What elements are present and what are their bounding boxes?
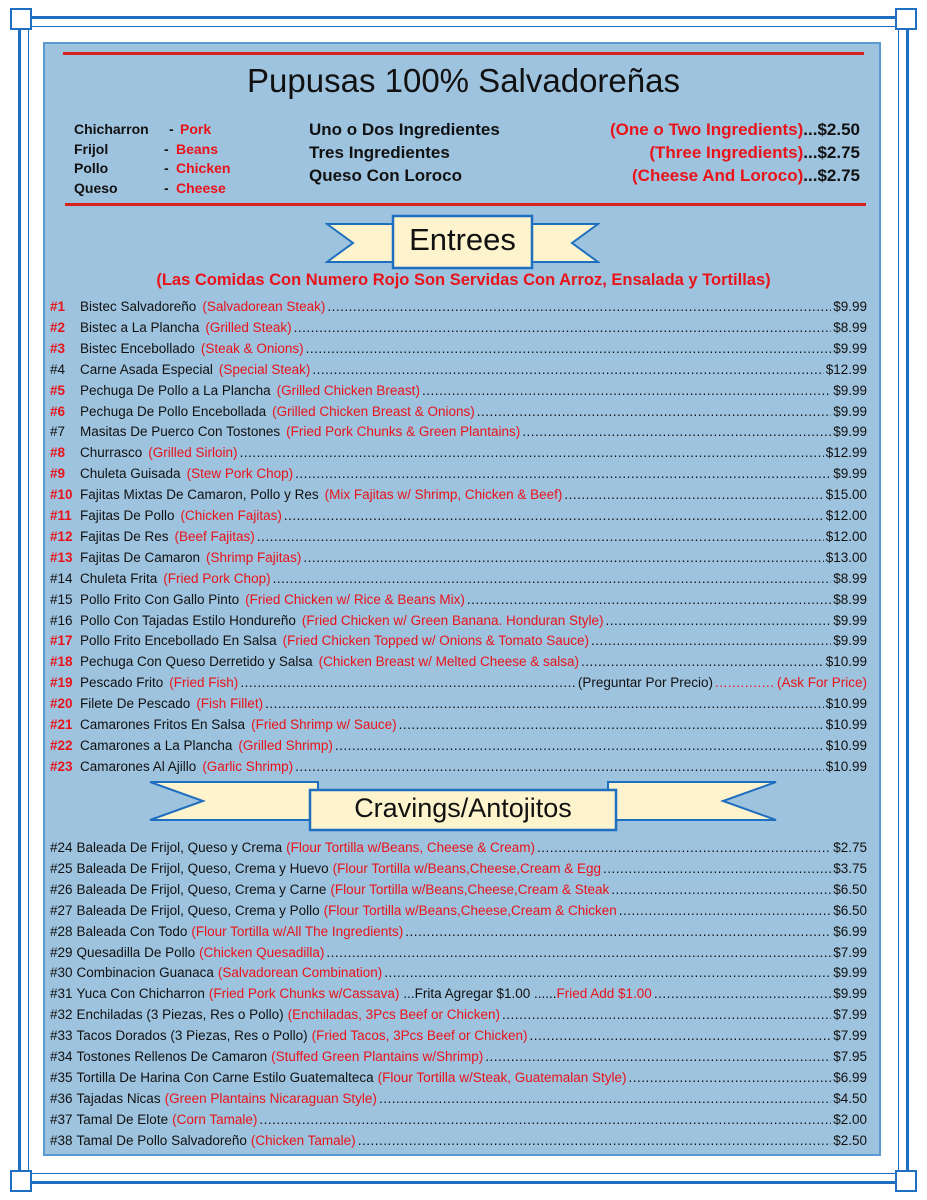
dot-leader <box>384 965 831 980</box>
pupusa-price-group <box>632 166 860 186</box>
item-english: (Fried Shrimp w/ Sauce) <box>251 717 397 732</box>
menu-item-row <box>50 320 867 340</box>
item-name: Baleada De Frijol, Queso y Crema <box>76 840 283 855</box>
item-name: Fajitas Mixtas De Camaron, Pollo y Res <box>80 487 319 503</box>
item-price: $9.99 <box>833 633 867 649</box>
item-english: (Beef Fajitas) <box>174 528 255 544</box>
item-name: Tortilla De Harina Con Carne Estilo Guatemalteca <box>76 1069 374 1085</box>
item-number: #33 <box>50 1028 73 1044</box>
item-price: $10.99 <box>825 717 867 732</box>
item-name: Combinacion Guanaca <box>76 965 214 981</box>
item-price: $2.00 <box>833 1111 867 1127</box>
item-english: (Corn Tamale) <box>172 1111 258 1127</box>
entrees-note: (Las Comidas Con Numero Rojo Son Servidas Con Arroz, Ensalada y Tortillas) <box>156 271 771 289</box>
item-english: (Flour Tortilla w/Beans,Cheese,Cream & Chicken <box>323 902 617 918</box>
item-number: #27 <box>50 902 73 918</box>
item-english: (Fried Fish) <box>169 675 239 691</box>
item-price: $9.99 <box>833 340 867 356</box>
menu-item-row <box>50 299 867 319</box>
menu-item-row <box>50 383 867 403</box>
item-number: #11 <box>50 508 72 523</box>
pupusa-price-row <box>309 120 860 142</box>
item-name: Tamal De Pollo Salvadoreño <box>76 1132 247 1148</box>
item-number: #8 <box>50 445 66 461</box>
pupusa-option-english: (One o Two Ingredients) <box>609 120 804 139</box>
item-note-english: Fried Add $1.00 <box>556 986 652 1002</box>
item-number: #6 <box>50 403 66 419</box>
item-number: #13 <box>50 549 73 565</box>
item-name: Pollo Con Tajadas Estilo Hondureño <box>80 612 296 628</box>
item-name: Churrasco <box>80 445 143 461</box>
item-name: Baleada De Frijol, Queso, Crema y Huevo <box>76 860 329 876</box>
item-english: (Chicken Breast w/ Melted Cheese & salsa) <box>318 654 579 670</box>
menu-item-row <box>50 466 867 486</box>
item-english: (Flour Tortilla w/Steak, Guatemalan Style) <box>377 1069 627 1085</box>
dot-leader <box>485 1049 831 1064</box>
dot-leader <box>611 882 831 897</box>
item-number: #1 <box>50 299 66 314</box>
menu-item-row <box>50 424 867 444</box>
dot-leader <box>240 675 576 690</box>
item-name: Chuleta Frita <box>80 570 158 586</box>
item-english: (Fish Fillet) <box>196 696 264 712</box>
item-name: Masitas De Puerco Con Tostones <box>80 424 281 440</box>
item-number: #17 <box>50 633 73 649</box>
dot-leader <box>303 550 823 565</box>
item-name: Baleada De Frijol, Queso, Crema y Carne <box>76 881 327 897</box>
cravings-heading: Cravings/Antojitos <box>354 793 572 823</box>
item-name: Camarones a La Plancha <box>80 737 233 753</box>
item-price: $12.99 <box>825 445 867 461</box>
item-english: (Fried Chicken Topped w/ Onions & Tomato Sauce) <box>282 633 590 649</box>
menu-item-row <box>50 1133 867 1153</box>
dot-leader <box>603 861 831 876</box>
menu-item-row <box>50 341 867 361</box>
pupusa-price: $2.50 <box>817 120 860 139</box>
item-name: Tajadas Nicas <box>76 1090 161 1106</box>
dot-leader <box>240 445 824 460</box>
dot-leader <box>564 487 823 502</box>
item-price: $8.99 <box>833 591 867 607</box>
item-price: $6.50 <box>833 881 867 897</box>
item-english: (Flour Tortilla w/Beans, Cheese & Cream) <box>286 840 535 855</box>
menu-item-row <box>50 840 867 860</box>
item-name: Tostones Rellenos De Camaron <box>76 1049 268 1064</box>
item-name: Bistec Salvadoreño <box>80 299 197 314</box>
item-price: $15.00 <box>825 487 867 503</box>
item-name: Pechuga De Pollo Encebollada <box>80 403 267 419</box>
dot-leader <box>312 362 823 377</box>
dot-leader <box>265 696 824 711</box>
corner-ornament <box>895 1170 917 1192</box>
menu-item-row <box>50 362 867 382</box>
item-name: Carne Asada Especial <box>80 361 213 377</box>
item-english: (Fried Pork Chop) <box>163 570 271 586</box>
item-english: (Enchiladas, 3Pcs Beef or Chicken) <box>287 1007 500 1023</box>
item-price: $9.99 <box>833 466 867 482</box>
item-number: #19 <box>50 675 73 691</box>
menu-item-row <box>50 717 867 737</box>
item-number: #2 <box>50 319 66 335</box>
ingredient-dash: - <box>164 179 169 196</box>
pupusa-option: Uno o Dos Ingredientes <box>309 120 500 139</box>
item-english: (Chicken Fajitas) <box>180 508 282 523</box>
item-price: $4.50 <box>833 1090 867 1106</box>
item-price: $12.00 <box>825 508 867 523</box>
menu-item-row <box>50 696 867 716</box>
item-price: $7.99 <box>833 1007 867 1023</box>
item-english: (Mix Fajitas w/ Shrimp, Chicken & Beef) <box>324 487 563 503</box>
item-name: Bistec Encebollado <box>80 340 195 356</box>
dot-leader <box>422 383 831 398</box>
item-name: Filete De Pescado <box>80 696 191 712</box>
dot-leader: ... <box>803 166 818 185</box>
item-english: (Chicken Tamale) <box>250 1132 356 1148</box>
menu-item-row <box>50 1091 867 1111</box>
dot-leader <box>581 654 824 669</box>
item-name: Pollo Frito Encebollado En Salsa <box>80 633 277 649</box>
item-price: $2.50 <box>833 1132 867 1148</box>
menu-item-row <box>50 529 867 549</box>
item-name: Tamal De Elote <box>76 1111 169 1127</box>
menu-item-row <box>50 1007 867 1027</box>
menu-item-row <box>50 571 867 591</box>
item-english: (Grilled Chicken Breast & Onions) <box>272 403 475 419</box>
dot-leader <box>502 1007 831 1022</box>
item-english: (Fried Pork Chunks & Green Plantains) <box>286 424 521 440</box>
dot-leader <box>399 717 824 732</box>
item-name: Camarones Al Ajillo <box>80 758 197 774</box>
item-english: (Chicken Quesadilla) <box>199 944 325 960</box>
dot-leader <box>327 299 831 314</box>
dot-leader <box>529 1028 831 1043</box>
item-number: #23 <box>50 758 73 774</box>
item-number: #32 <box>50 1007 73 1023</box>
dot-leader <box>477 404 831 419</box>
pupusa-price: $2.75 <box>817 143 860 162</box>
ingredient-spanish: Frijol <box>74 140 109 157</box>
menu-item-row <box>50 654 867 674</box>
item-price: $9.99 <box>833 986 867 1002</box>
item-price: $8.99 <box>833 319 867 335</box>
item-number: #10 <box>50 487 73 503</box>
pupusa-option-english: (Cheese And Loroco) <box>632 166 804 185</box>
item-name: Quesadilla De Pollo <box>76 944 196 960</box>
top-divider <box>63 52 864 55</box>
dot-leader <box>335 738 824 753</box>
item-number: #31 <box>50 986 73 1002</box>
item-english: (Salvadorean Steak) <box>202 299 326 314</box>
dot-leader <box>379 1091 831 1106</box>
item-price: $9.99 <box>833 403 867 419</box>
item-name: Tacos Dorados (3 Piezas, Res o Pollo) <box>76 1028 308 1044</box>
item-number: #20 <box>50 696 73 712</box>
item-price: $10.99 <box>825 696 867 712</box>
menu-item-row <box>50 487 867 507</box>
item-english: (Fried Chicken w/ Rice & Beans Mix) <box>245 591 465 607</box>
dot-leader <box>284 508 824 523</box>
menu-item-row <box>50 861 867 881</box>
menu-item-row <box>50 508 867 528</box>
item-price: $3.75 <box>833 860 867 876</box>
dot-leader <box>537 840 831 855</box>
item-name: Fajitas De Pollo <box>80 508 175 523</box>
item-name: Fajitas De Res <box>80 528 169 544</box>
item-english: (Grilled Chicken Breast) <box>276 382 420 398</box>
item-price: $7.99 <box>833 1028 867 1044</box>
item-number: #28 <box>50 923 73 939</box>
menu-item-row <box>50 1112 867 1132</box>
item-english: (Stuffed Green Plantains w/Shrimp) <box>271 1049 484 1064</box>
pupusa-option: Tres Ingredientes <box>309 143 450 162</box>
item-english: (Green Plantains Nicaraguan Style) <box>164 1090 377 1106</box>
dot-leader <box>522 424 831 439</box>
ingredient-spanish: Chicharron <box>74 121 149 137</box>
item-number: #7 <box>50 424 66 440</box>
item-english: (Grilled Shrimp) <box>238 737 333 753</box>
dot-leader <box>591 633 831 648</box>
item-number: #26 <box>50 881 73 897</box>
dot-leader <box>654 986 831 1001</box>
item-name: Chuleta Guisada <box>80 466 181 482</box>
item-english: (Stew Pork Chop) <box>186 466 294 482</box>
menu-item-row <box>50 1070 867 1090</box>
menu-item-row <box>50 882 867 902</box>
pupusa-price: $2.75 <box>817 166 860 185</box>
item-english: (Steak & Onions) <box>200 340 304 356</box>
item-price: $7.99 <box>833 944 867 960</box>
page-title: Pupusas 100% Salvadoreñas <box>247 62 680 99</box>
menu-item-row <box>50 738 867 758</box>
header-divider <box>65 203 866 206</box>
item-number: #25 <box>50 860 73 876</box>
dot-leader <box>629 1070 832 1085</box>
item-number: #16 <box>50 612 73 628</box>
menu-item-row <box>50 592 867 612</box>
menu-item-row <box>50 550 867 570</box>
item-number: #3 <box>50 340 66 356</box>
item-price: $9.99 <box>833 382 867 398</box>
item-number: #37 <box>50 1111 73 1127</box>
item-name: Yuca Con Chicharron <box>76 986 205 1002</box>
menu-item-row <box>50 986 867 1006</box>
dot-leader: ... <box>803 143 818 162</box>
ingredient-spanish: Pollo <box>74 160 109 176</box>
ingredient-dash: - <box>164 160 169 176</box>
ingredient-english: Chicken <box>176 160 231 176</box>
item-number: #24 <box>50 840 73 855</box>
ingredient-english: Pork <box>180 121 212 137</box>
item-name: Bistec a La Plancha <box>80 319 200 335</box>
item-price: $10.99 <box>825 737 867 753</box>
item-number: #35 <box>50 1069 73 1085</box>
item-number: #9 <box>50 466 66 482</box>
item-english: (Shrimp Fajitas) <box>206 549 302 565</box>
item-name: Pechuga Con Queso Derretido y Salsa <box>80 654 313 670</box>
dot-leader: ... <box>803 120 818 139</box>
item-number: #30 <box>50 965 73 981</box>
dot-leader <box>257 529 824 544</box>
item-english: (Fried Tacos, 3Pcs Beef or Chicken) <box>311 1028 528 1044</box>
item-price: $2.75 <box>833 840 867 855</box>
menu-item-row <box>50 1028 867 1048</box>
item-english: (Grilled Steak) <box>205 319 292 335</box>
ingredient-english: Beans <box>176 140 219 157</box>
item-name: Enchiladas (3 Piezas, Res o Pollo) <box>76 1007 284 1023</box>
item-note: (Preguntar Por Precio) <box>577 675 713 691</box>
corner-ornament <box>10 8 32 30</box>
item-price: $6.50 <box>833 902 867 918</box>
item-price: $12.00 <box>825 528 867 544</box>
pupusa-option-english: (Three Ingredients) <box>649 143 804 162</box>
corner-ornament <box>895 8 917 30</box>
dot-leader <box>295 466 831 481</box>
item-price: $7.95 <box>833 1049 867 1064</box>
item-note: ...Frita Agregar $1.00 ...... <box>403 986 557 1002</box>
menu-item-row <box>50 965 867 985</box>
item-number: #34 <box>50 1049 73 1064</box>
menu-item-row <box>50 903 867 923</box>
item-english: (Flour Tortilla w/All The Ingredients) <box>191 923 404 939</box>
pupusa-price-row <box>309 143 860 165</box>
item-name: Fajitas De Camaron <box>80 549 201 565</box>
item-name: Pechuga De Pollo a La Plancha <box>80 382 271 398</box>
menu-item-row <box>50 1049 867 1069</box>
item-english: (Fried Pork Chunks w/Cassava) <box>208 986 400 1002</box>
menu-item-row <box>50 945 867 965</box>
item-number: #14 <box>50 570 73 586</box>
item-price: $6.99 <box>833 1069 867 1085</box>
corner-ornament <box>10 1170 32 1192</box>
item-number: #21 <box>50 717 73 732</box>
menu-item-row <box>50 924 867 944</box>
dot-leader <box>405 924 831 939</box>
pupusa-option: Queso Con Loroco <box>309 166 462 185</box>
item-number: #5 <box>50 382 66 398</box>
item-english: (Salvadorean Combination) <box>217 965 383 981</box>
item-name: Pollo Frito Con Gallo Pinto <box>80 591 240 607</box>
item-number: #36 <box>50 1090 73 1106</box>
item-price: $12.99 <box>825 361 867 377</box>
item-english: (Grilled Sirloin) <box>148 445 238 461</box>
ingredient-dash: - <box>169 121 174 137</box>
dot-leader <box>295 759 824 774</box>
item-price: (Ask For Price) <box>776 675 867 691</box>
pupusa-price-group <box>649 143 860 163</box>
ingredient-dash: - <box>164 140 169 157</box>
menu-item-row <box>50 613 867 633</box>
pupusa-price-row <box>309 166 860 188</box>
item-english: (Garlic Shrimp) <box>202 758 294 774</box>
item-number: #22 <box>50 737 73 753</box>
item-number: #29 <box>50 944 73 960</box>
item-number: #18 <box>50 654 73 670</box>
pupusa-price-group <box>610 120 860 140</box>
menu-item-row <box>50 675 867 695</box>
entrees-heading: Entrees <box>409 222 516 257</box>
item-price: $9.99 <box>833 612 867 628</box>
item-number: #15 <box>50 591 73 607</box>
dot-leader <box>326 945 831 960</box>
dot-leader <box>259 1112 831 1127</box>
item-english: (Flour Tortilla w/Beans,Cheese,Cream & Steak <box>330 881 610 897</box>
item-english: (Fried Chicken w/ Green Banana. Honduran Style) <box>301 612 604 628</box>
dot-leader <box>619 903 831 918</box>
item-number: #4 <box>50 361 66 377</box>
menu-item-row <box>50 445 867 465</box>
item-price: $10.99 <box>825 654 867 670</box>
dot-leader <box>273 571 832 586</box>
item-price: $9.99 <box>833 424 867 440</box>
dot-leader <box>306 341 832 356</box>
item-name: Camarones Fritos En Salsa <box>80 717 246 732</box>
menu-item-row <box>50 633 867 653</box>
item-price: $9.99 <box>833 965 867 981</box>
item-price: $9.99 <box>833 299 867 314</box>
item-number: #12 <box>50 528 73 544</box>
item-price: $8.99 <box>833 570 867 586</box>
item-number: #38 <box>50 1132 73 1148</box>
dot-leader <box>358 1133 832 1148</box>
dot-leader <box>606 613 832 628</box>
menu-item-row <box>50 759 867 779</box>
item-price: $10.99 <box>825 758 867 774</box>
ingredient-spanish: Queso <box>74 179 118 196</box>
item-name: Baleada De Frijol, Queso, Crema y Pollo <box>76 902 320 918</box>
item-name: Baleada Con Todo <box>76 923 188 939</box>
item-english: (Special Steak) <box>218 361 311 377</box>
item-price: $13.00 <box>825 549 867 565</box>
dot-leader <box>715 675 775 690</box>
dot-leader <box>294 320 832 335</box>
menu-item-row <box>50 404 867 424</box>
ingredient-english: Cheese <box>176 179 226 196</box>
item-english: (Flour Tortilla w/Beans,Cheese,Cream & Egg <box>332 860 602 876</box>
dot-leader <box>467 592 831 607</box>
item-name: Pescado Frito <box>80 675 164 691</box>
item-price: $6.99 <box>833 923 867 939</box>
